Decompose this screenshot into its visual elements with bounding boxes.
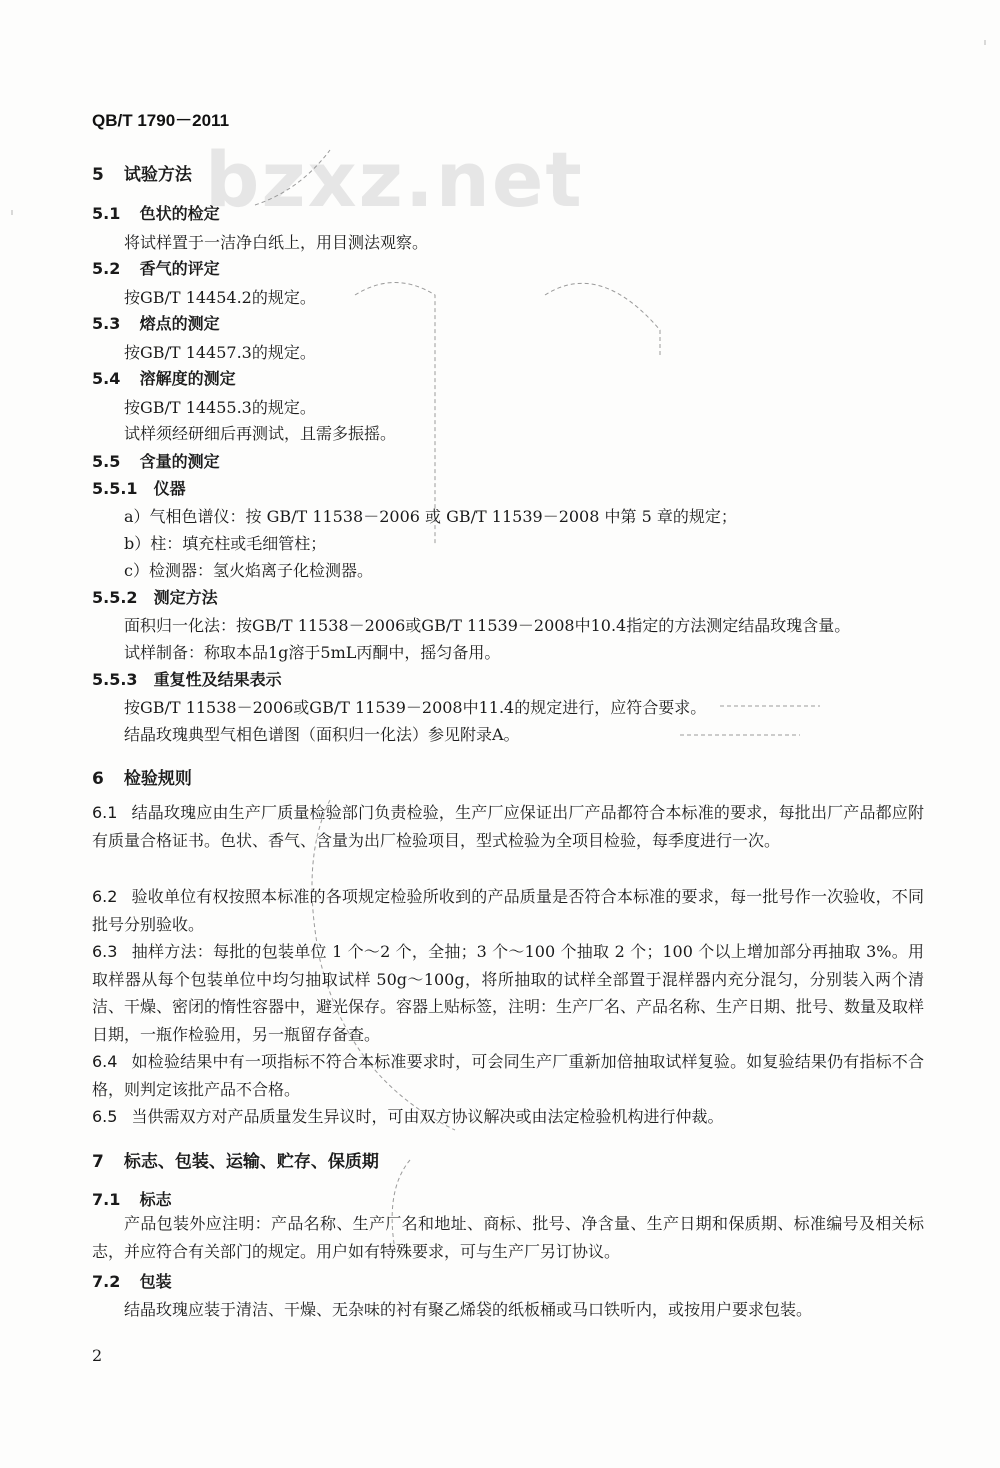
clause-title: 溶解度的测定 xyxy=(139,369,236,388)
clause-number: 7.2 xyxy=(92,1272,121,1291)
clause-7-1-heading xyxy=(92,1187,172,1210)
clause-number: 6.1 xyxy=(92,803,118,822)
clause-5-1-heading xyxy=(92,201,220,224)
clause-5-5-2-heading xyxy=(92,585,218,608)
clause-number: 5.5 xyxy=(92,452,121,471)
clause-number: 5.2 xyxy=(92,259,121,278)
clause-number: 6.5 xyxy=(92,1107,118,1126)
clause-5-4-text: 按GB/T 14455.3的规定。 xyxy=(124,398,316,417)
clause-number: 5.1 xyxy=(92,204,121,223)
clause-title: 色状的检定 xyxy=(139,204,220,223)
clause-number: 5.3 xyxy=(92,314,121,333)
section-title: 标志、包装、运输、贮存、保质期 xyxy=(123,1152,379,1172)
clause-title: 含量的测定 xyxy=(139,452,220,471)
section-title: 试验方法 xyxy=(123,165,192,185)
page-number: 2 xyxy=(92,1346,103,1365)
list-item: c）检测器：氢火焰离子化检测器。 xyxy=(124,561,373,580)
clause-title: 熔点的测定 xyxy=(139,314,220,333)
clause-5-5-3-note: 结晶玫瑰典型气相色谱图（面积归一化法）参见附录A。 xyxy=(124,725,520,744)
clause-6-3 xyxy=(92,938,924,1048)
section-number: 6 xyxy=(92,769,104,789)
clause-number: 5.5.2 xyxy=(92,588,138,607)
clause-5-3-text: 按GB/T 14457.3的规定。 xyxy=(124,343,316,362)
clause-title: 重复性及结果表示 xyxy=(153,670,282,689)
clause-5-5-3-text: 按GB/T 11538－2006或GB/T 11539－2008中11.4的规定进行，应符合要求。 xyxy=(124,698,707,717)
clause-title: 仪器 xyxy=(153,479,186,498)
clause-6-1 xyxy=(92,799,924,854)
watermark: bzxz.net xyxy=(205,135,584,224)
clause-number: 6.4 xyxy=(92,1052,118,1071)
clause-5-2-text: 按GB/T 14454.2的规定。 xyxy=(124,288,316,307)
standard-code: QB/T 1790－2011 xyxy=(92,111,230,130)
clause-5-4-heading xyxy=(92,366,236,389)
clause-text: 结晶玫瑰应由生产厂质量检验部门负责检验，生产厂应保证出厂产品都符合本标准的要求，每批出厂产品都应附有质量合格证书。色状、香气、含量为出厂检验项目，型式检验为全项目检验，每季度进行一次。 xyxy=(92,803,924,850)
clause-5-1-text: 将试样置于一洁净白纸上，用目测法观察。 xyxy=(124,233,429,252)
clause-text: 当供需双方对产品质量发生异议时，可由双方协议解决或由法定检验机构进行仲裁。 xyxy=(131,1107,724,1126)
section-7-heading xyxy=(92,1147,379,1172)
clause-number: 5.4 xyxy=(92,369,121,388)
list-item: a）气相色谱仪：按 GB/T 11538－2006 或 GB/T 11539－2008 中第 5 章的规定； xyxy=(124,507,737,526)
list-item: b）柱：填充柱或毛细管柱； xyxy=(124,534,327,553)
clause-number: 5.5.3 xyxy=(92,670,138,689)
clause-7-1-text: 产品包装外应注明：产品名称、生产厂名和地址、商标、批号、净含量、生产日期和保质期、标准编号及相关标志，并应符合有关部门的规定。用户如有特殊要求，可与生产厂另订协议。 xyxy=(92,1214,924,1261)
clause-number: 5.5.1 xyxy=(92,479,138,498)
clause-text: 如检验结果中有一项指标不符合本标准要求时，可会同生产厂重新加倍抽取试样复验。如复验结果仍有指标不合格，则判定该批产品不合格。 xyxy=(92,1052,924,1099)
clause-title: 测定方法 xyxy=(153,588,218,607)
clause-6-5 xyxy=(92,1103,924,1131)
section-6-heading xyxy=(92,764,192,789)
clause-number: 6.3 xyxy=(92,942,118,961)
section-number: 5 xyxy=(92,165,104,185)
section-number: 7 xyxy=(92,1152,104,1172)
section-5-heading xyxy=(92,160,192,185)
clause-text: 验收单位有权按照本标准的各项规定检验所收到的产品质量是否符合本标准的要求，每一批号作一次验收，不同批号分别验收。 xyxy=(92,887,924,934)
clause-number: 6.2 xyxy=(92,887,118,906)
clause-5-5-2-text: 面积归一化法：按GB/T 11538－2006或GB/T 11539－2008中10.4指定的方法测定结晶玫瑰含量。 xyxy=(124,616,851,635)
clause-text: 抽样方法：每批的包装单位 1 个～2 个，全抽；3 个～100 个抽取 2 个；100 个以上增加部分再抽取 3%。用取样器从每个包装单位中均匀抽取试样 50g～100g，将所抽取的试样全部置于混样器内充分混匀，分别装入两个清洁、干燥、密闭的惰性容器中，避光保存。容器上贴标签，注明：生产厂名、产品名称、生产日期、批号、数量及取样日期，一瓶作检验用，另一瓶留存备查。 xyxy=(92,942,925,1044)
clause-7-2-text: 结晶玫瑰应装于清洁、干燥、无杂味的衬有聚乙烯袋的纸板桶或马口铁听内，或按用户要求包装。 xyxy=(124,1300,813,1319)
clause-title: 包装 xyxy=(139,1272,172,1291)
clause-title: 标志 xyxy=(139,1190,172,1209)
clause-5-4-note: 试样须经研细后再测试，且需多振摇。 xyxy=(124,424,397,443)
clause-5-2-heading xyxy=(92,256,220,279)
clause-5-3-heading xyxy=(92,311,220,334)
clause-title: 香气的评定 xyxy=(139,259,220,278)
clause-5-5-1-heading xyxy=(92,476,186,499)
clause-7-2-heading xyxy=(92,1269,172,1292)
clause-6-4 xyxy=(92,1048,924,1103)
section-title: 检验规则 xyxy=(123,769,192,789)
clause-5-5-3-heading xyxy=(92,667,282,690)
clause-5-5-2-sample: 试样制备：称取本品1g溶于5mL丙酮中，摇匀备用。 xyxy=(124,643,501,662)
clause-6-2 xyxy=(92,883,924,938)
clause-number: 7.1 xyxy=(92,1190,121,1209)
clause-5-5-heading xyxy=(92,449,220,472)
